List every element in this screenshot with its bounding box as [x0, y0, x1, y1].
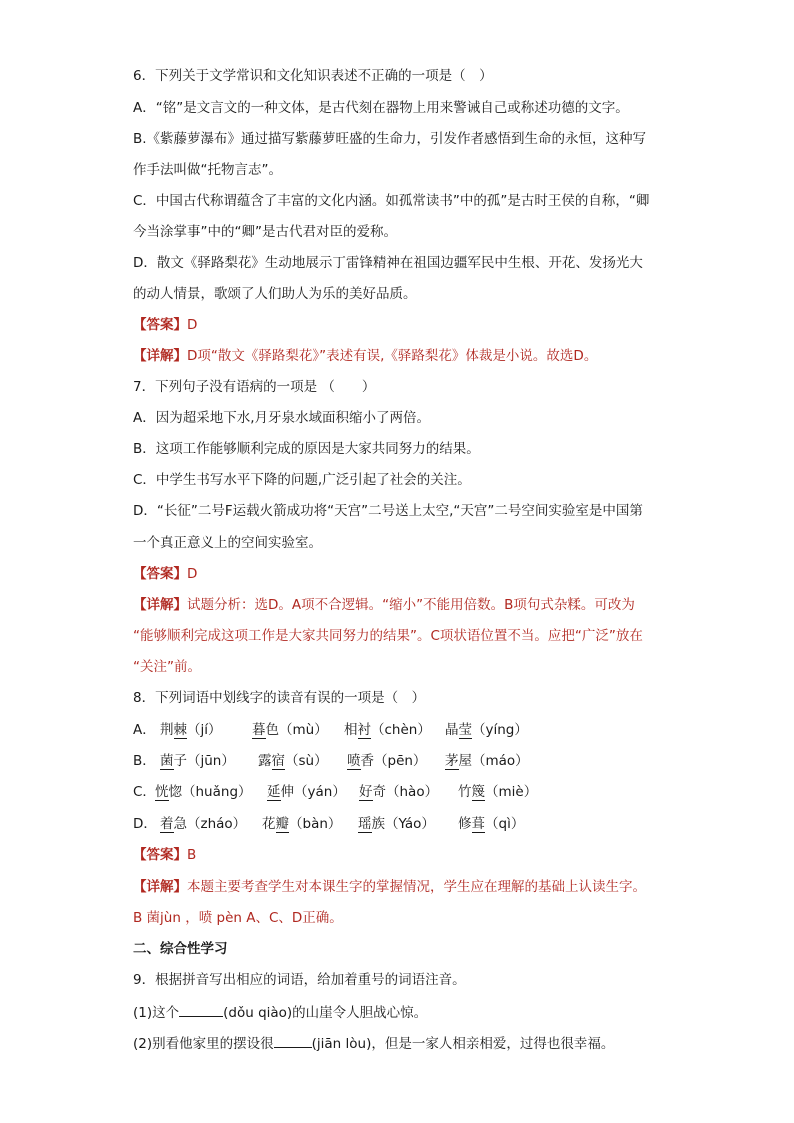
word-item: 恍惚（huǎng） [155, 784, 252, 800]
q7-option-d-line2: 一个真正意义上的空间实验室。 [133, 535, 322, 551]
word-item: 好奇（hào） [359, 784, 439, 800]
option-label: D． [133, 816, 157, 832]
word-item: 茅屋（máo） [445, 753, 529, 769]
underlined-char: 恍 [155, 784, 169, 800]
underlined-char: 菌 [160, 753, 174, 769]
q9-stem: 9．根据拼音写出相应的词语，给加着重号的词语注音。 [133, 972, 466, 988]
word-item: 竹篾（miè） [458, 784, 538, 800]
q8-row-a [133, 720, 653, 740]
q6-option-d-line1: D．散文《驿路梨花》生动地展示丁雷锋精神在祖国边疆军民中生根、开花、发扬光大 [133, 255, 643, 271]
answer-blank[interactable] [179, 1002, 223, 1017]
word-item: 着急（zháo） [160, 816, 247, 832]
q7-option-b: B．这项工作能够顺利完成的原因是大家共同努力的结果。 [133, 441, 480, 457]
q6-option-d-line2: 的动人情景，歌颂了人们助人为乐的美好品质。 [133, 286, 417, 302]
q7-detail-line3: “关注”前。 [133, 659, 201, 675]
underlined-char: 棘 [173, 722, 187, 738]
underlined-char: 喷 [347, 753, 361, 769]
q7-option-a: A．因为超采地下水,月牙泉水域面积缩小了两倍。 [133, 410, 431, 426]
option-label: C． [133, 784, 156, 800]
q9-sentence-2: (2)别看他家里的摆设很 (jiān lòu)，但是一家人相亲相爱，过得也很幸福。 [133, 1033, 614, 1054]
q8-stem: 8．下列词语中划线字的读音有误的一项是（ ） [133, 690, 426, 706]
detail-text: D项“散文《驿路梨花》”表述有误,《驿路梨花》体裁是小说。故选D。 [187, 348, 598, 364]
underlined-char: 好 [359, 784, 373, 800]
underlined-char: 瓣 [275, 816, 289, 832]
answer-tag: 【答案】 [133, 847, 187, 863]
underlined-char: 宿 [271, 753, 285, 769]
q6-option-a: A．“铭”是文言文的一种文体，是古代刻在器物上用来警诫自己或称述功德的文字。 [133, 100, 629, 116]
underlined-char: 暮 [252, 722, 266, 738]
detail-tag: 【详解】 [133, 348, 187, 364]
answer-blank[interactable] [274, 1033, 312, 1048]
q6-option-c-line2: 今当涂掌事”中的“卿”是古代君对臣的爱称。 [133, 224, 397, 240]
word-item: 暮色（mù） [252, 722, 328, 738]
word-item: 喷香（pēn） [347, 753, 427, 769]
word-item: 修葺（qì） [458, 816, 525, 832]
underlined-char: 茅 [445, 753, 459, 769]
q8-detail-line2: B 菌jùn ，喷 pèn A、C、D正确。 [133, 910, 343, 926]
answer-tag: 【答案】 [133, 566, 187, 582]
section-title: 二、综合性学习 [133, 941, 228, 957]
q6-option-b-line1: B.《紫藤萝瀑布》通过描写紫藤萝旺盛的生命力，引发作者感悟到生命的永恒，这种写 [133, 131, 647, 147]
detail-tag: 【详解】 [133, 879, 187, 895]
q8-detail-line1 [133, 877, 646, 897]
q9-sentence-1: (1)这个 (dǒu qiào)的山崖令人胆战心惊。 [133, 1002, 427, 1023]
q7-stem: 7．下列句子没有语病的一项是 （ ） [133, 379, 376, 395]
answer-tag: 【答案】 [133, 317, 187, 333]
option-label: B． [133, 753, 156, 769]
underlined-char: 葺 [471, 816, 485, 832]
q6-stem: 6．下列关于文学常识和文化知识表述不正确的一项是（ ） [133, 68, 493, 84]
underlined-char: 延 [267, 784, 281, 800]
detail-tag: 【详解】 [133, 597, 187, 613]
underlined-char: 衬 [357, 722, 371, 738]
word-item: 荆棘（jí） [160, 722, 222, 738]
q8-row-b [133, 751, 653, 771]
q7-answer [133, 564, 197, 584]
word-item: 菌子（jūn） [160, 753, 235, 769]
answer-value: D [187, 566, 198, 582]
q7-option-d-line1: D．“长征”二号F运载火箭成功将“天宫”二号送上太空,“天宫”二号空间实验室是中国第 [133, 503, 643, 519]
underlined-char: 莹 [458, 722, 472, 738]
answer-value: D [187, 317, 198, 333]
q7-detail-line2: “能够顺利完成这项工作是大家共同努力的结果”。C项状语位置不当。应把“广泛”放在 [133, 628, 643, 644]
option-label: A． [133, 722, 156, 738]
word-item: 延伸（yán） [267, 784, 346, 800]
q6-option-b-line2: 作手法叫做“托物言志”。 [133, 162, 282, 178]
detail-text: 试题分析：选D。A项不合逻辑。“缩小”不能用倍数。B项句式杂糅。可改为 [187, 597, 635, 613]
underlined-char: 瑶 [358, 816, 372, 832]
q8-row-c [133, 782, 653, 802]
underlined-char: 篾 [471, 784, 485, 800]
q8-answer [133, 845, 196, 865]
q8-row-d [133, 814, 653, 834]
q6-answer [133, 315, 197, 335]
word-item: 相衬（chèn） [344, 722, 431, 738]
word-item: 晶莹（yíng） [445, 722, 528, 738]
word-item: 瑶族（Yáo） [358, 816, 435, 832]
detail-text: 本题主要考查学生对本课生字的掌握情况，学生应在理解的基础上认读生字。 [187, 879, 646, 895]
word-item: 露宿（sù） [258, 753, 328, 769]
q7-detail-line1 [133, 595, 635, 615]
underlined-char: 着 [160, 816, 174, 832]
word-item: 花瓣（bàn） [262, 816, 342, 832]
q6-option-c-line1: C．中国古代称谓蕴含了丰富的文化内涵。如孤常读书”中的孤”是古时王侯的自称，“卿 [133, 193, 650, 209]
q7-option-c: C．中学生书写水平下降的问题,广泛引起了社会的关注。 [133, 472, 471, 488]
answer-value: B [187, 847, 197, 863]
q6-detail [133, 346, 597, 366]
